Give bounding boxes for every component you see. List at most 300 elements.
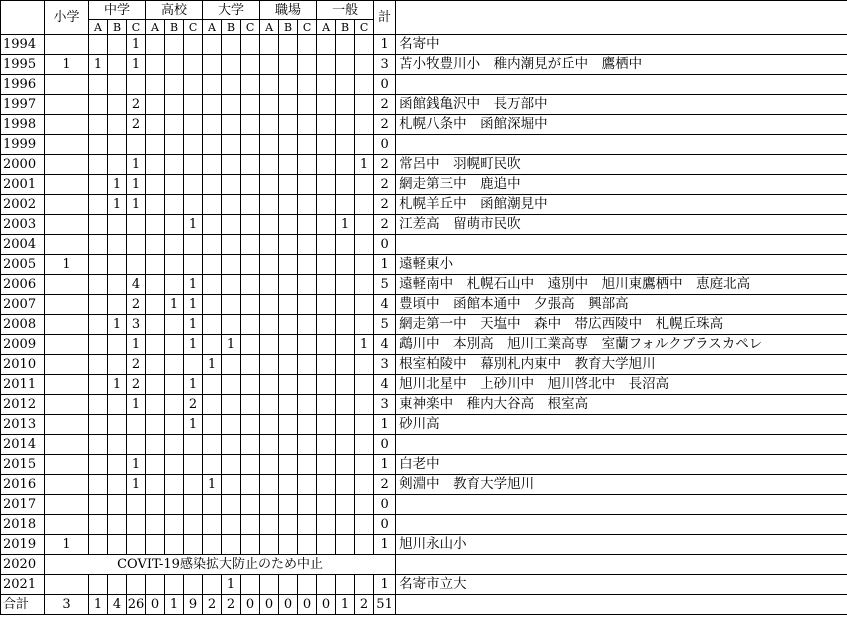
count-cell [298, 395, 317, 415]
count-cell [317, 195, 336, 215]
count-cell [165, 535, 184, 555]
shogaku-cell [45, 235, 89, 255]
count-cell [184, 515, 203, 535]
table-row [1, 275, 847, 295]
row-total-cell: 1 [374, 455, 396, 475]
count-cell [222, 515, 241, 535]
count-cell [127, 515, 146, 535]
count-cell [260, 475, 279, 495]
count-cell [146, 75, 165, 95]
count-cell [317, 355, 336, 375]
count-cell [184, 55, 203, 75]
count-cell [279, 115, 298, 135]
sub-header-b: B [336, 20, 355, 35]
count-cell [279, 535, 298, 555]
names-cell: 根室柏陵中 幕別札内東中 教育大学旭川 [396, 355, 847, 375]
count-cell [317, 115, 336, 135]
count-cell [355, 55, 374, 75]
shogaku-cell [45, 575, 89, 595]
count-cell [241, 435, 260, 455]
count-cell [184, 355, 203, 375]
names-cell: 旭川永山小 [396, 535, 847, 555]
column-total-cell: 2 [222, 595, 241, 615]
column-total-cell: 0 [298, 595, 317, 615]
names-cell [396, 75, 847, 95]
count-cell [222, 315, 241, 335]
column-total-cell: 0 [146, 595, 165, 615]
count-cell: 1 [336, 215, 355, 235]
count-cell [279, 135, 298, 155]
sub-header-b: B [165, 20, 184, 35]
count-cell [203, 295, 222, 315]
count-cell [184, 35, 203, 55]
count-cell [355, 235, 374, 255]
column-total-cell: 0 [279, 595, 298, 615]
shogaku-cell [45, 195, 89, 215]
count-cell [298, 175, 317, 195]
count-cell [146, 375, 165, 395]
count-cell [279, 75, 298, 95]
count-cell [165, 355, 184, 375]
count-cell [184, 115, 203, 135]
names-cell [396, 235, 847, 255]
count-cell [222, 275, 241, 295]
year-cell: 2007 [1, 295, 45, 315]
count-cell [241, 215, 260, 235]
count-cell [260, 115, 279, 135]
year-cell: 2011 [1, 375, 45, 395]
count-cell: 2 [127, 295, 146, 315]
row-total-cell: 0 [374, 495, 396, 515]
shogaku-cell [45, 35, 89, 55]
sub-header-a: A [89, 20, 108, 35]
shogaku-cell: 1 [45, 55, 89, 75]
count-cell [89, 35, 108, 55]
count-cell [298, 375, 317, 395]
count-cell: 1 [184, 415, 203, 435]
count-cell [279, 55, 298, 75]
column-total-cell: 1 [165, 595, 184, 615]
shogaku-cell [45, 435, 89, 455]
row-total-cell: 4 [374, 335, 396, 355]
count-cell [298, 355, 317, 375]
count-cell [241, 195, 260, 215]
count-cell: 1 [222, 335, 241, 355]
header-total: 計 [374, 1, 396, 35]
count-cell [165, 515, 184, 535]
count-cell [317, 75, 336, 95]
count-cell [222, 355, 241, 375]
count-cell [279, 295, 298, 315]
count-cell [355, 215, 374, 235]
count-cell [165, 195, 184, 215]
count-cell [89, 375, 108, 395]
count-cell [222, 395, 241, 415]
count-cell [165, 55, 184, 75]
count-cell [260, 315, 279, 335]
count-cell [222, 135, 241, 155]
row-total-cell: 5 [374, 275, 396, 295]
count-cell [279, 255, 298, 275]
count-cell [241, 495, 260, 515]
count-cell [203, 155, 222, 175]
count-cell: 1 [127, 335, 146, 355]
count-cell [279, 35, 298, 55]
count-cell: 2 [127, 115, 146, 135]
count-cell [146, 295, 165, 315]
count-cell [241, 575, 260, 595]
count-cell [222, 35, 241, 55]
names-cell: 砂川高 [396, 415, 847, 435]
count-cell [279, 195, 298, 215]
cancel-note: COVIT-19感染拡大防止のため中止 [45, 555, 396, 575]
names-cell: 名寄中 [396, 35, 847, 55]
count-cell [184, 235, 203, 255]
count-cell [298, 295, 317, 315]
count-cell [89, 435, 108, 455]
count-cell [108, 335, 127, 355]
count-cell [127, 75, 146, 95]
count-cell [336, 95, 355, 115]
sub-header-c: C [127, 20, 146, 35]
count-cell [108, 35, 127, 55]
count-cell [279, 275, 298, 295]
count-cell [336, 135, 355, 155]
count-cell [241, 375, 260, 395]
count-cell [89, 135, 108, 155]
count-cell: 1 [184, 275, 203, 295]
count-cell [241, 35, 260, 55]
count-cell [146, 515, 165, 535]
count-cell [165, 115, 184, 135]
table-row [1, 535, 847, 555]
count-cell [298, 435, 317, 455]
table-row [1, 495, 847, 515]
column-total-cell: 26 [127, 595, 146, 615]
year-cell: 2020 [1, 555, 45, 575]
count-cell [317, 95, 336, 115]
shogaku-cell [45, 395, 89, 415]
count-cell [89, 235, 108, 255]
count-cell [317, 35, 336, 55]
count-cell [355, 575, 374, 595]
count-cell [146, 275, 165, 295]
count-cell [336, 35, 355, 55]
column-total-cell: 1 [89, 595, 108, 615]
names-cell: 白老中 [396, 455, 847, 475]
count-cell [146, 435, 165, 455]
count-cell [165, 395, 184, 415]
count-cell [298, 495, 317, 515]
count-cell [165, 75, 184, 95]
count-cell [241, 175, 260, 195]
count-cell [336, 155, 355, 175]
count-cell [146, 315, 165, 335]
count-cell [184, 155, 203, 175]
count-cell [165, 315, 184, 335]
count-cell [317, 575, 336, 595]
year-cell: 2021 [1, 575, 45, 595]
shogaku-cell [45, 375, 89, 395]
names-cell [396, 515, 847, 535]
names-cell: 遠軽南中 札幌石山中 遠別中 旭川東鷹栖中 恵庭北高 [396, 275, 847, 295]
count-cell [336, 335, 355, 355]
count-cell [203, 55, 222, 75]
count-cell [203, 195, 222, 215]
count-cell: 1 [127, 55, 146, 75]
table-row [1, 415, 847, 435]
shogaku-cell [45, 175, 89, 195]
year-cell: 1996 [1, 75, 45, 95]
count-cell [146, 155, 165, 175]
count-cell [336, 435, 355, 455]
count-cell [260, 95, 279, 115]
row-total-cell: 3 [374, 355, 396, 375]
count-cell [222, 175, 241, 195]
count-cell: 2 [184, 395, 203, 415]
count-cell [222, 235, 241, 255]
count-cell [241, 115, 260, 135]
count-cell [260, 75, 279, 95]
count-cell [317, 535, 336, 555]
year-cell: 1999 [1, 135, 45, 155]
count-cell [184, 195, 203, 215]
names-cell [396, 595, 847, 615]
count-cell [165, 215, 184, 235]
sub-header-c: C [355, 20, 374, 35]
count-cell [89, 415, 108, 435]
count-cell [355, 195, 374, 215]
count-cell [89, 475, 108, 495]
table-row [1, 235, 847, 255]
row-total-cell: 4 [374, 295, 396, 315]
count-cell: 1 [127, 455, 146, 475]
count-cell [241, 55, 260, 75]
count-cell [260, 415, 279, 435]
count-cell [241, 95, 260, 115]
count-cell [355, 95, 374, 115]
count-cell [279, 495, 298, 515]
count-cell [298, 115, 317, 135]
count-cell [336, 295, 355, 315]
table-row [1, 395, 847, 415]
sub-header-a: A [203, 20, 222, 35]
count-cell: 4 [127, 275, 146, 295]
count-cell [146, 195, 165, 215]
sub-header-c: C [184, 20, 203, 35]
count-cell [184, 255, 203, 275]
count-cell [165, 415, 184, 435]
count-cell [146, 135, 165, 155]
table-row [1, 115, 847, 135]
count-cell [317, 255, 336, 275]
count-cell [89, 195, 108, 215]
count-cell [260, 235, 279, 255]
count-cell [127, 415, 146, 435]
names-cell: 東神楽中 稚内大谷高 根室高 [396, 395, 847, 415]
count-cell [203, 415, 222, 435]
count-cell [108, 135, 127, 155]
count-cell [279, 435, 298, 455]
count-cell [317, 55, 336, 75]
count-cell [203, 95, 222, 115]
count-cell [108, 275, 127, 295]
count-cell [222, 375, 241, 395]
shogaku-cell [45, 295, 89, 315]
count-cell [241, 455, 260, 475]
count-cell [89, 535, 108, 555]
table-row [1, 55, 847, 75]
year-cell: 2009 [1, 335, 45, 355]
column-total-cell: 2 [203, 595, 222, 615]
row-total-cell: 1 [374, 575, 396, 595]
names-cell: 旭川北星中 上砂川中 旭川啓北中 長沼高 [396, 375, 847, 395]
count-cell [89, 515, 108, 535]
count-cell [165, 455, 184, 475]
table-row [1, 255, 847, 275]
year-cell: 2001 [1, 175, 45, 195]
count-cell [146, 395, 165, 415]
row-total-cell: 2 [374, 95, 396, 115]
count-cell [241, 355, 260, 375]
count-cell [298, 75, 317, 95]
names-cell [396, 135, 847, 155]
count-cell [108, 95, 127, 115]
count-cell [298, 275, 317, 295]
names-cell: 網走第一中 天塩中 森中 帯広西陵中 札幌丘珠高 [396, 315, 847, 335]
table-row [1, 335, 847, 355]
count-cell [317, 295, 336, 315]
count-cell: 1 [203, 355, 222, 375]
count-cell [165, 135, 184, 155]
count-cell [260, 215, 279, 235]
names-cell: 常呂中 羽幌町民吹 [396, 155, 847, 175]
count-cell [184, 475, 203, 495]
row-total-cell: 2 [374, 115, 396, 135]
count-cell [184, 575, 203, 595]
count-cell [260, 335, 279, 355]
count-cell [298, 475, 317, 495]
table-row [1, 555, 847, 575]
count-cell [279, 575, 298, 595]
shogaku-cell [45, 315, 89, 335]
count-cell: 1 [222, 575, 241, 595]
count-cell [165, 375, 184, 395]
count-cell [165, 35, 184, 55]
totals-row [1, 595, 847, 615]
header-row-groups [1, 1, 847, 20]
count-cell: 2 [127, 355, 146, 375]
count-cell [336, 175, 355, 195]
column-total-cell: 0 [241, 595, 260, 615]
year-cell: 2019 [1, 535, 45, 555]
year-cell: 2013 [1, 415, 45, 435]
row-total-cell: 0 [374, 135, 396, 155]
sub-header-a: A [146, 20, 165, 35]
count-cell [203, 35, 222, 55]
row-total-cell: 2 [374, 175, 396, 195]
table-row [1, 215, 847, 235]
count-cell [336, 455, 355, 475]
year-cell: 2015 [1, 455, 45, 475]
count-cell [203, 515, 222, 535]
count-cell [260, 515, 279, 535]
count-cell [184, 75, 203, 95]
year-cell: 2006 [1, 275, 45, 295]
count-cell [355, 415, 374, 435]
count-cell [165, 495, 184, 515]
count-cell [127, 575, 146, 595]
shogaku-cell [45, 135, 89, 155]
count-cell [146, 255, 165, 275]
count-cell [336, 235, 355, 255]
count-cell [279, 315, 298, 335]
count-cell [336, 495, 355, 515]
year-cell: 1998 [1, 115, 45, 135]
count-cell: 1 [355, 335, 374, 355]
year-cell: 2018 [1, 515, 45, 535]
count-cell [146, 415, 165, 435]
count-cell [222, 415, 241, 435]
shogaku-cell [45, 515, 89, 535]
count-cell [222, 155, 241, 175]
count-cell [298, 55, 317, 75]
row-total-cell: 3 [374, 395, 396, 415]
row-total-cell: 3 [374, 55, 396, 75]
names-cell: 豊頃中 函館本通中 夕張高 興部高 [396, 295, 847, 315]
count-cell [355, 495, 374, 515]
shogaku-cell [45, 495, 89, 515]
count-cell [317, 435, 336, 455]
count-cell [146, 335, 165, 355]
count-cell [317, 215, 336, 235]
count-cell [146, 95, 165, 115]
names-cell: 函館銭亀沢中 長万部中 [396, 95, 847, 115]
count-cell [89, 355, 108, 375]
column-total-cell: 9 [184, 595, 203, 615]
year-cell: 1994 [1, 35, 45, 55]
count-cell [165, 475, 184, 495]
year-cell: 1995 [1, 55, 45, 75]
count-cell [355, 135, 374, 155]
totals-label: 合計 [1, 595, 45, 615]
grand-total-cell: 51 [374, 595, 396, 615]
count-cell [108, 115, 127, 135]
count-cell [317, 395, 336, 415]
count-cell [165, 275, 184, 295]
count-cell [203, 315, 222, 335]
names-cell: 札幌八条中 函館深堀中 [396, 115, 847, 135]
year-cell: 2012 [1, 395, 45, 415]
names-cell: 名寄市立大 [396, 575, 847, 595]
count-cell [203, 235, 222, 255]
table-row [1, 575, 847, 595]
row-total-cell: 0 [374, 435, 396, 455]
row-total-cell: 2 [374, 215, 396, 235]
table-row [1, 35, 847, 55]
count-cell [317, 375, 336, 395]
count-cell [222, 455, 241, 475]
count-cell [127, 535, 146, 555]
count-cell [89, 395, 108, 415]
row-total-cell: 0 [374, 515, 396, 535]
count-cell [336, 255, 355, 275]
count-cell [279, 455, 298, 475]
count-cell [355, 175, 374, 195]
count-cell [298, 95, 317, 115]
count-cell [298, 315, 317, 335]
count-cell [108, 75, 127, 95]
